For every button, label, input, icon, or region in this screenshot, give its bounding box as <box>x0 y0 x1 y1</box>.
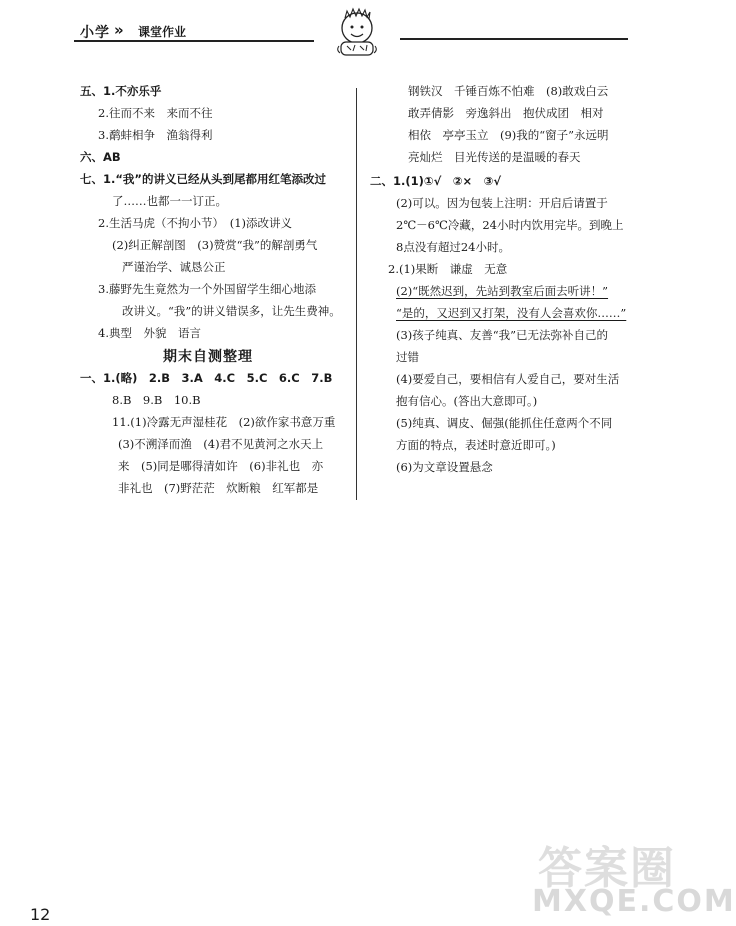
answer-line: 二、1.(1)①√ ②× ③√ <box>370 174 502 188</box>
watermark-url: MXQE.COM <box>532 884 736 919</box>
answer-line: 抱有信心。(答出大意即可。) <box>396 394 538 408</box>
answer-line: 8.B 9.B 10.B <box>112 393 201 407</box>
answer-line: 2.(1)果断 谦虚 无意 <box>388 262 508 276</box>
mascot-icon <box>333 6 383 58</box>
answer-line: 11.(1)冷露无声湿桂花 (2)欲作家书意万重 <box>112 415 336 429</box>
answer-line: (4)要爱自己，要相信有人爱自己，要对生活 <box>396 372 620 386</box>
answer-line: 七、1.“我”的讲义已经从头到尾都用红笔添改过 <box>80 172 326 186</box>
answer-line: 过错 <box>396 350 419 364</box>
answer-line: (5)纯真、调皮、倔强(能抓住任意两个不同 <box>396 416 613 430</box>
answer-line: 8点没有超过24小时。 <box>396 240 510 254</box>
answer-line: (3)孩子纯真、友善“我”已无法弥补自己的 <box>396 328 609 342</box>
answer-line: 2.往而不来 来而不往 <box>98 106 213 120</box>
chevron-icon: » <box>114 21 121 39</box>
answer-line: 2℃－6℃冷藏，24小时内饮用完毕。到晚上 <box>396 218 624 232</box>
answer-line: (2)可以。因为包装上注明：开启后请置于 <box>396 196 608 210</box>
answer-line: 方面的特点，表述时意近即可。) <box>396 438 556 452</box>
answer-line: 非礼也 (7)野茫茫 炊断粮 红军都是 <box>118 481 319 495</box>
answer-line: 改讲义。“我”的讲义错误多，让先生费神。 <box>122 304 341 318</box>
answer-line: 严谨治学、诚恳公正 <box>122 260 226 274</box>
answer-line: 一、1.(略) 2.B 3.A 4.C 5.C 6.C 7.B <box>80 371 333 385</box>
watermark-logo: 答案圈 <box>538 843 676 894</box>
header-label <box>74 22 314 42</box>
column-divider <box>356 88 357 500</box>
answer-line: 了……也都一一订正。 <box>112 194 227 208</box>
page-header <box>0 0 713 60</box>
answer-line: 亮灿烂 目光传送的是温暖的春天 <box>408 150 581 164</box>
answer-line: 2.生活马虎（不拘小节） (1)添改讲义 <box>98 216 293 230</box>
underlined-answer: (2)“既然迟到，先站到教室后面去听讲！” <box>396 284 609 298</box>
underlined-answer: “是的，又迟到又打架，没有人会喜欢你……” <box>396 306 627 320</box>
answer-line: 4.典型 外貌 语言 <box>98 326 201 340</box>
header-title: 课堂作业 <box>138 25 187 39</box>
answer-line: 六、AB <box>80 150 121 164</box>
answer-line: 敢弄倩影 旁逸斜出 抱伏成团 相对 <box>408 106 604 120</box>
section-title: 期末自测整理 <box>163 349 253 365</box>
answer-line: 3.鹬蚌相争 渔翁得利 <box>98 128 213 142</box>
answer-line: 来 (5)同是哪得清如许 (6)非礼也 亦 <box>118 459 324 473</box>
answer-line: 相依 亭亭玉立 (9)我的“窗子”永远明 <box>408 128 609 142</box>
answer-line: (3)不溯泽而渔 (4)君不见黄河之水天上 <box>118 437 324 451</box>
answer-line: 3.藤野先生竟然为一个外国留学生细心地添 <box>98 282 316 296</box>
answer-line: 钢铁汉 千锤百炼不怕难 (8)敢戏白云 <box>408 84 609 98</box>
page-number: 12 <box>30 905 51 924</box>
answer-line: (2)纠正解剖图 (3)赞赏“我”的解剖勇气 <box>112 238 318 252</box>
answer-line: 五、1.不亦乐乎 <box>80 84 162 98</box>
header-rule <box>400 38 628 40</box>
series-label: 小学 <box>80 25 110 41</box>
answer-line: (6)为文章设置悬念 <box>396 460 493 474</box>
